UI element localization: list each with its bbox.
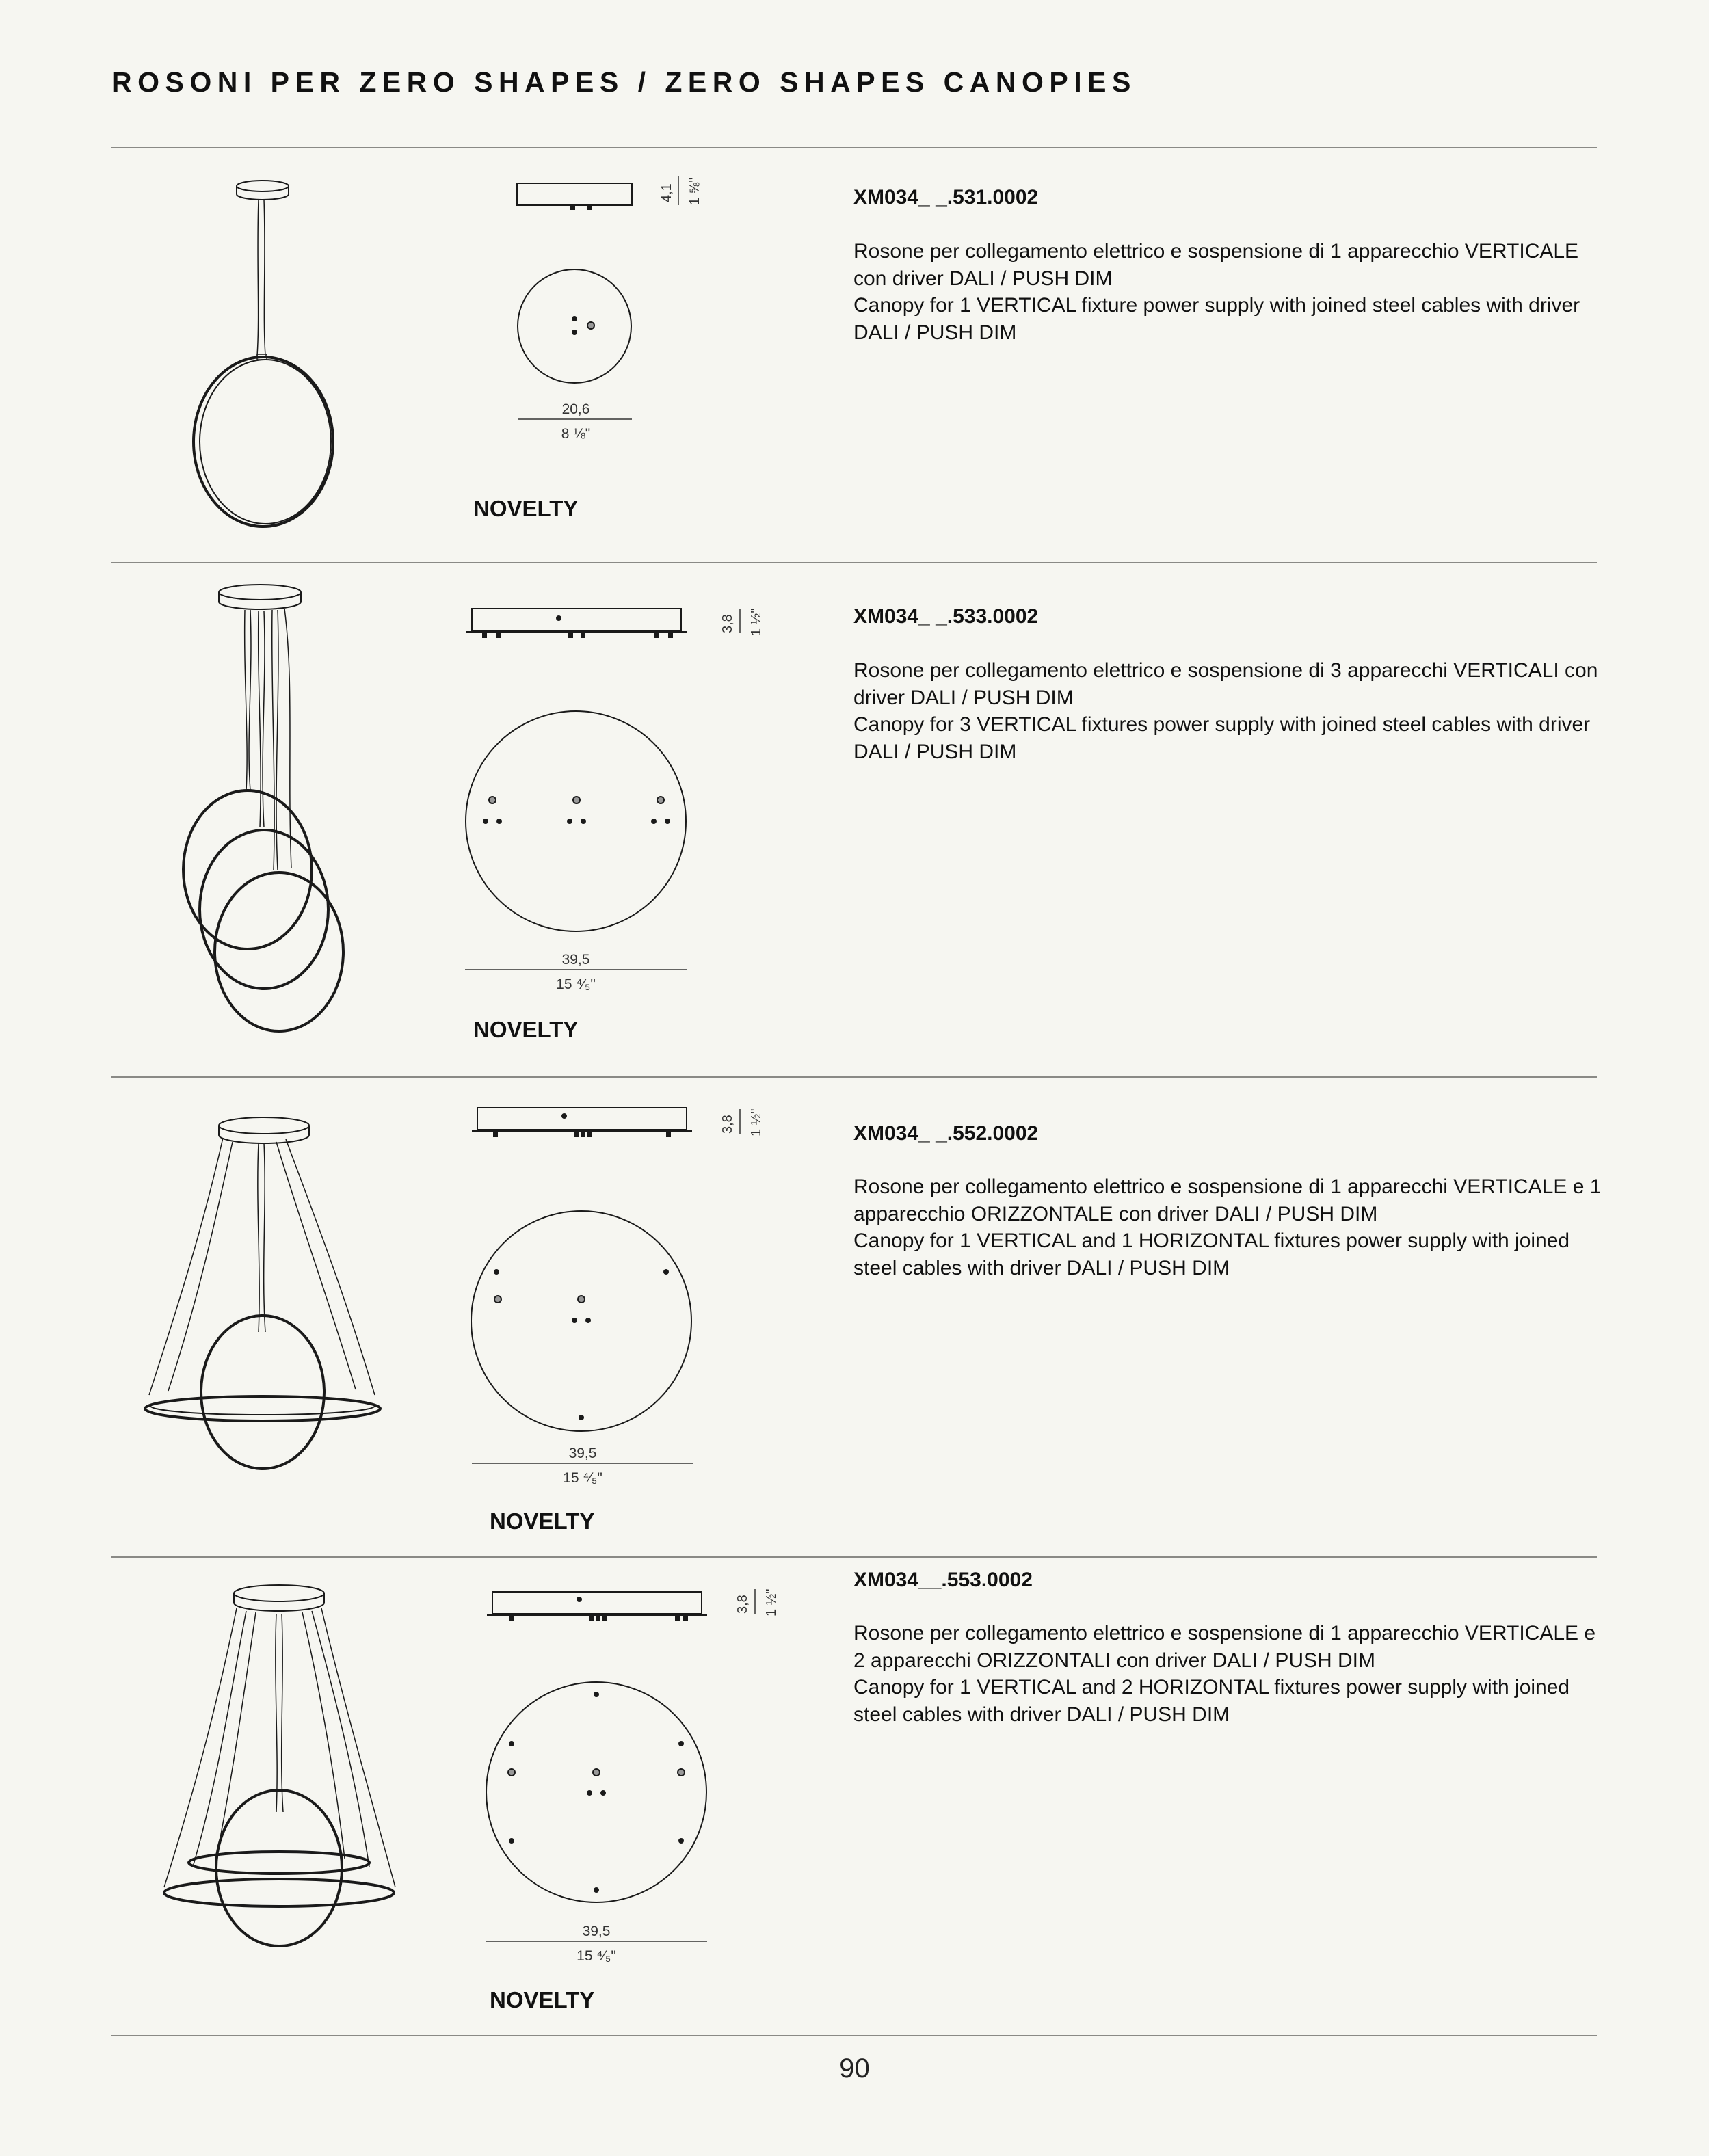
- dim-height-cm: 4,1: [659, 183, 674, 202]
- dim-diameter-cm: 20,6: [561, 401, 590, 417]
- description-english: Canopy for 3 VERTICAL fixtures power supply with joined steel cables with driver DALI / PUSH DIM: [853, 713, 1591, 763]
- dim-height-in: 1 ⅝": [687, 177, 702, 205]
- canopy-top-view: [486, 1682, 706, 1902]
- novelty-badge: NOVELTY: [473, 1017, 579, 1042]
- dim-diameter-cm: 39,5: [568, 1446, 597, 1461]
- dim-height-in: 1 ½": [764, 1588, 779, 1616]
- product-description: [853, 1620, 1613, 1728]
- dim-diameter-in: 15 ⁴⁄₅": [556, 976, 596, 992]
- dim-diameter-cm: 39,5: [561, 952, 590, 968]
- pendant-lamp-vertical-two-horizontal-illustration: [164, 1585, 395, 1946]
- dim-diameter-in: 8 ⅛": [561, 426, 591, 442]
- product-code: XM034_ _.531.0002: [853, 186, 1039, 209]
- dim-height-in: 1 ½": [749, 1108, 764, 1136]
- dim-height-cm: 3,8: [735, 1595, 750, 1614]
- dim-diameter-in: 15 ⁴⁄₅": [577, 1948, 616, 1964]
- description-italian: Rosone per collegamento elettrico e sospensione di 1 apparecchio VERTICALE e 2 apparecchi ORIZZONTALI con driver DALI / PUSH DIM: [853, 1622, 1596, 1672]
- novelty-badge: NOVELTY: [473, 496, 579, 521]
- novelty-badge: NOVELTY: [490, 1987, 595, 2012]
- canopy-side-view: [487, 1592, 707, 1621]
- dim-height-cm: 3,8: [720, 1115, 735, 1134]
- product-code: XM034_ _.533.0002: [853, 605, 1039, 628]
- description-english: Canopy for 1 VERTICAL fixture power supply with joined steel cables with driver DALI / PUSH DIM: [853, 294, 1580, 344]
- divider: [111, 2035, 1597, 2036]
- novelty-badge: NOVELTY: [490, 1508, 595, 1534]
- page-number: 90: [839, 2053, 870, 2084]
- description-english: Canopy for 1 VERTICAL and 2 HORIZONTAL fixtures power supply with joined steel cables with driver DALI / PUSH DIM: [853, 1676, 1570, 1726]
- dim-height-in: 1 ½": [749, 608, 764, 636]
- dim-height-cm: 3,8: [720, 614, 735, 633]
- page-title: ROSONI PER ZERO SHAPES / ZERO SHAPES CANOPIES: [111, 66, 1137, 98]
- dim-diameter-cm: 39,5: [582, 1924, 611, 1939]
- description-italian: Rosone per collegamento elettrico e sospensione di 3 apparecchi VERTICALI con driver DALI / PUSH DIM: [853, 659, 1598, 709]
- description-english: Canopy for 1 VERTICAL and 1 HORIZONTAL fixtures power supply with joined steel cables with driver DALI / PUSH DIM: [853, 1229, 1570, 1279]
- product-code: XM034_ _.552.0002: [853, 1122, 1039, 1145]
- description-italian: Rosone per collegamento elettrico e sospensione di 1 apparecchio VERTICALE con driver DALI / PUSH DIM: [853, 240, 1579, 290]
- dim-diameter-in: 15 ⁴⁄₅": [563, 1470, 602, 1486]
- product-code: XM034__.553.0002: [853, 1569, 1033, 1591]
- description-italian: Rosone per collegamento elettrico e sospensione di 1 apparecchi VERTICALE e 1 apparecchio ORIZZONTALE con driver DALI / PUSH DIM: [853, 1175, 1602, 1225]
